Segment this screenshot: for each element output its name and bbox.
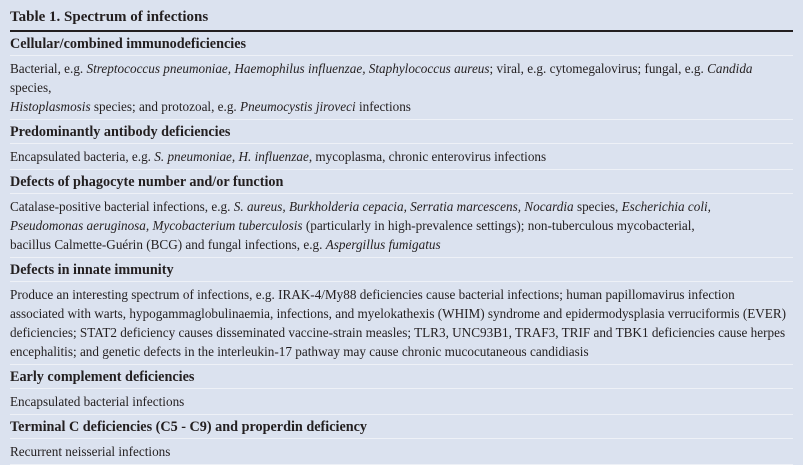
- section-heading: Terminal C deficiencies (C5 - C9) and properdin deficiency: [10, 415, 793, 439]
- text-run: deficiencies; STAT2 deficiency causes disseminated vaccine-strain measles; TLR3, UNC93B1, TRAF3, TRIF and TBK1 deficiencies cause herpes: [10, 325, 786, 340]
- section-heading: Defects of phagocyte number and/or function: [10, 170, 793, 194]
- italic-organism-name: Candida: [707, 61, 753, 76]
- text-run: species,: [573, 199, 622, 214]
- italic-organism-name: S. pneumoniae, H. influenzae: [154, 149, 309, 164]
- table-body: [10, 32, 793, 465]
- text-run: species,: [10, 80, 52, 95]
- italic-organism-name: Aspergillus fumigatus: [325, 237, 441, 252]
- text-run: Catalase-positive bacterial infections, e.g.: [10, 199, 234, 214]
- table-title: Table 1. Spectrum of infections: [10, 4, 793, 32]
- text-run: (particularly in high-prevalence settings); non-tuberculous mycobacterial,: [302, 218, 695, 233]
- text-run: , mycoplasma, chronic enterovirus infections: [308, 149, 547, 164]
- text-run: bacillus Calmette-Guérin (BCG) and fungal infections, e.g.: [10, 237, 326, 252]
- section-description: [10, 282, 793, 365]
- text-run: species; and protozoal, e.g.: [90, 99, 241, 114]
- text-run: Encapsulated bacteria, e.g.: [10, 149, 155, 164]
- italic-organism-name: S. aureus, Burkholderia cepacia, Serratia marcescens, Nocardia: [233, 199, 574, 214]
- text-run: encephalitis; and genetic defects in the interleukin-17 pathway may cause chronic mucocutaneous candidiasis: [10, 344, 589, 359]
- section-heading: Cellular/combined immunodeficiencies: [10, 32, 793, 56]
- text-run: Encapsulated bacterial infections: [10, 394, 185, 409]
- text-run: Produce an interesting spectrum of infections, e.g. IRAK-4/My88 deficiencies cause bacterial infections; human papillomavirus infection: [10, 287, 735, 302]
- italic-organism-name: Histoplasmosis: [10, 99, 91, 114]
- section-description: [10, 56, 793, 120]
- text-run: Recurrent neisserial infections: [10, 444, 171, 459]
- section-description: [10, 439, 793, 465]
- italic-organism-name: Escherichia coli,: [621, 199, 711, 214]
- section-description: [10, 144, 793, 170]
- section-heading: Early complement deficiencies: [10, 365, 793, 389]
- section-heading: Defects in innate immunity: [10, 258, 793, 282]
- section-description: [10, 389, 793, 415]
- italic-organism-name: Streptococcus pneumoniae, Haemophilus influenzae, Staphylococcus aureus: [86, 61, 490, 76]
- text-run: associated with warts, hypogammaglobulinaemia, infections, and myelokathexis (WHIM) syndrome and epidermodysplasia verruciformis (EVER): [10, 306, 787, 321]
- section-heading: Predominantly antibody deficiencies: [10, 120, 793, 144]
- italic-organism-name: Pneumocystis jiroveci: [240, 99, 356, 114]
- text-run: ; viral, e.g. cytomegalovirus; fungal, e.g.: [489, 61, 708, 76]
- text-run: Bacterial, e.g.: [10, 61, 87, 76]
- text-run: infections: [355, 99, 411, 114]
- italic-organism-name: Pseudomonas aeruginosa, Mycobacterium tuberculosis: [10, 218, 303, 233]
- section-description: [10, 194, 793, 258]
